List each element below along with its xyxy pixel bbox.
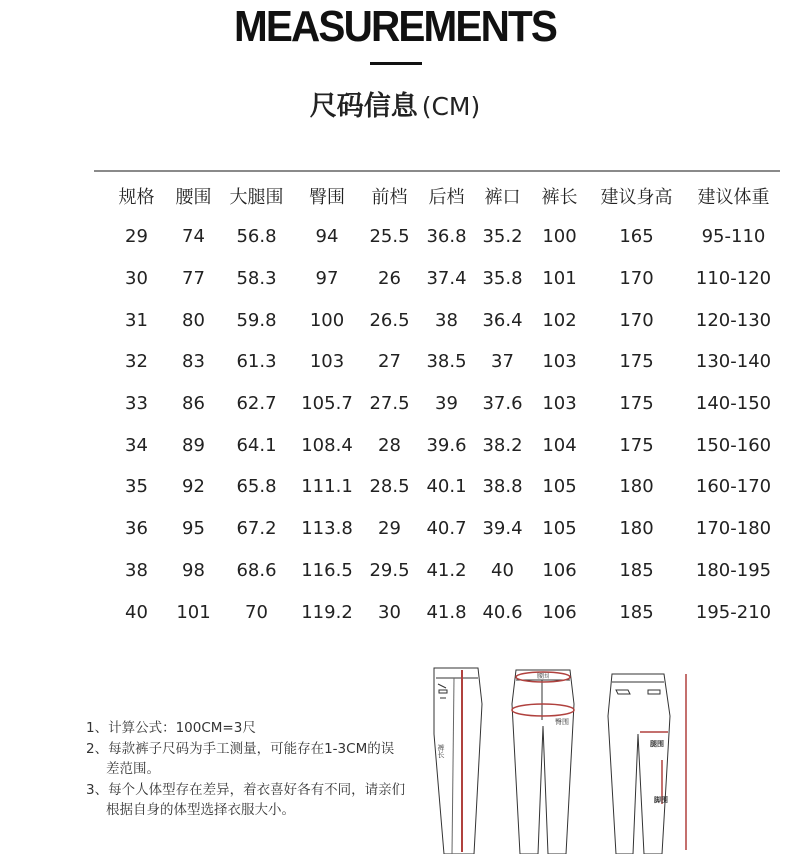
table-cell: 68.6 — [236, 559, 277, 581]
table-cell: 38.2 — [482, 434, 523, 456]
column-header: 后档 — [428, 187, 465, 208]
hem-label: 脚围 — [654, 796, 668, 804]
table-cell: 103 — [309, 351, 345, 373]
table-cell: 106 — [542, 601, 577, 623]
table-row — [105, 299, 782, 341]
thigh-label: 腿围 — [650, 740, 664, 748]
table-cell: 116.5 — [301, 559, 353, 581]
subtitle-text: 尺码信息 — [309, 91, 418, 122]
table-cell: 34 — [125, 434, 148, 456]
column-header: 前档 — [371, 187, 408, 208]
table-cell: 30 — [125, 268, 148, 290]
page-title: MEASUREMENTS — [233, 2, 557, 51]
table-cell: 56.8 — [236, 226, 277, 248]
table-cell: 29 — [125, 226, 148, 248]
hip-ellipse — [512, 704, 574, 716]
table-cell: 175 — [619, 393, 654, 415]
table-cell: 28 — [378, 434, 401, 456]
table-cell: 40.7 — [426, 518, 467, 540]
table-cell: 35.8 — [482, 268, 523, 290]
table-cell: 59.8 — [236, 309, 277, 331]
table-cell: 185 — [619, 601, 654, 623]
table-cell: 26 — [378, 268, 401, 290]
table-row — [105, 383, 782, 425]
table-cell: 28.5 — [369, 476, 410, 498]
pants-front-view — [512, 670, 574, 854]
table-cell: 35.2 — [482, 226, 523, 248]
table-header-row — [105, 176, 782, 216]
column-header: 建议体重 — [697, 187, 770, 208]
table-cell: 103 — [542, 393, 577, 415]
column-header: 大腿围 — [229, 187, 284, 208]
table-cell: 65.8 — [236, 476, 277, 498]
column-header: 臀围 — [309, 187, 345, 208]
table-top-rule — [94, 170, 780, 172]
table-cell: 111.1 — [301, 476, 353, 498]
hip-label: 臀围 — [555, 718, 569, 726]
table-cell: 41.8 — [426, 601, 467, 623]
table-cell: 175 — [619, 434, 654, 456]
table-cell: 37.4 — [426, 268, 467, 290]
table-cell: 36.8 — [426, 226, 467, 248]
table-cell: 25.5 — [369, 226, 410, 248]
table-cell: 37.6 — [482, 393, 523, 415]
table-cell: 180 — [619, 476, 654, 498]
table-cell: 38.8 — [482, 476, 523, 498]
column-header: 裤长 — [541, 187, 578, 208]
table-cell: 180 — [619, 518, 654, 540]
table-cell: 94 — [315, 226, 339, 248]
table-cell: 86 — [182, 393, 205, 415]
table-cell: 39.4 — [482, 518, 523, 540]
table-cell: 40 — [125, 601, 148, 623]
table-cell: 195-210 — [695, 601, 772, 623]
table-cell: 67.2 — [236, 518, 277, 540]
column-header: 裤口 — [484, 187, 521, 208]
table-cell: 39 — [435, 393, 458, 415]
table-row — [105, 591, 782, 633]
table-cell: 100 — [542, 226, 577, 248]
table-cell: 83 — [182, 351, 205, 373]
table-cell: 113.8 — [301, 518, 353, 540]
table-cell: 26.5 — [369, 309, 410, 331]
table-cell: 35 — [125, 476, 148, 498]
table-row — [105, 508, 782, 550]
table-cell: 104 — [542, 434, 577, 456]
table-cell: 170-180 — [695, 518, 772, 540]
table-cell: 108.4 — [301, 434, 353, 456]
table-row — [105, 550, 782, 592]
table-cell: 36.4 — [482, 309, 523, 331]
table-row — [105, 258, 782, 300]
table-cell: 40.6 — [482, 601, 523, 623]
table-cell: 101 — [176, 601, 211, 623]
table-cell: 165 — [619, 226, 654, 248]
table-cell: 77 — [182, 268, 205, 290]
table-cell: 95-110 — [701, 226, 766, 248]
table-cell: 29.5 — [369, 559, 410, 581]
table-cell: 105.7 — [301, 393, 353, 415]
table-cell: 27.5 — [369, 393, 410, 415]
table-cell: 38.5 — [426, 351, 467, 373]
table-cell: 33 — [125, 393, 148, 415]
table-cell: 29 — [378, 518, 401, 540]
table-cell: 98 — [182, 559, 205, 581]
table-cell: 105 — [542, 476, 577, 498]
table-cell: 106 — [542, 559, 577, 581]
table-cell: 31 — [125, 309, 148, 331]
table-cell: 103 — [542, 351, 577, 373]
size-table — [105, 176, 782, 633]
page-subtitle — [0, 84, 790, 123]
table-cell: 74 — [182, 226, 205, 248]
table-cell: 175 — [619, 351, 654, 373]
table-cell: 62.7 — [236, 393, 277, 415]
table-cell: 185 — [619, 559, 654, 581]
table-cell: 37 — [491, 351, 514, 373]
table-row — [105, 424, 782, 466]
table-cell: 105 — [542, 518, 577, 540]
table-body — [105, 216, 782, 633]
table-cell: 119.2 — [301, 601, 353, 623]
table-row — [105, 466, 782, 508]
table-cell: 97 — [315, 268, 339, 290]
table-cell: 70 — [245, 601, 268, 623]
table-cell: 180-195 — [695, 559, 772, 581]
table-cell: 120-130 — [695, 309, 772, 331]
table-cell: 38 — [435, 309, 458, 331]
length-label: 裤长 — [437, 744, 445, 758]
table-cell: 101 — [542, 268, 577, 290]
note-item: 3、每个人体型存在差异，着衣喜好各有不同，请亲们根据自身的体型选择衣服大小。 — [86, 781, 406, 818]
table-cell: 38 — [125, 559, 148, 581]
subtitle-unit: (CM) — [421, 92, 481, 121]
table-cell: 170 — [619, 268, 654, 290]
column-header: 规格 — [118, 187, 155, 208]
table-cell: 150-160 — [695, 434, 772, 456]
table-cell: 32 — [125, 351, 148, 373]
table-cell: 110-120 — [695, 268, 772, 290]
table-row — [105, 341, 782, 383]
pants-measurement-diagram — [424, 664, 704, 854]
table-cell: 160-170 — [695, 476, 772, 498]
table-cell: 92 — [182, 476, 205, 498]
column-header: 建议身高 — [600, 187, 673, 208]
size-notes — [86, 718, 406, 821]
note-item: 2、每款裤子尺码为手工测量，可能存在1-3CM的误差范围。 — [86, 740, 395, 777]
table-cell: 58.3 — [236, 268, 277, 290]
table-cell: 95 — [182, 518, 205, 540]
table-cell: 40 — [491, 559, 514, 581]
table-cell: 64.1 — [236, 434, 277, 456]
table-cell: 102 — [542, 309, 577, 331]
waist-label: 腰围 — [537, 673, 550, 680]
pants-back-view — [608, 674, 670, 854]
title-divider — [370, 62, 422, 65]
note-item: 1、计算公式：100CM=3尺 — [86, 720, 256, 736]
table-cell: 100 — [309, 309, 345, 331]
table-cell: 130-140 — [695, 351, 772, 373]
table-cell: 27 — [378, 351, 401, 373]
table-cell: 89 — [182, 434, 205, 456]
table-cell: 39.6 — [426, 434, 467, 456]
table-cell: 30 — [378, 601, 401, 623]
table-cell: 170 — [619, 309, 654, 331]
table-cell: 36 — [125, 518, 148, 540]
pants-side-view — [434, 668, 482, 854]
table-cell: 40.1 — [426, 476, 467, 498]
column-header: 腰围 — [175, 187, 212, 208]
table-cell: 61.3 — [236, 351, 277, 373]
table-row — [105, 216, 782, 258]
table-cell: 80 — [182, 309, 205, 331]
table-cell: 140-150 — [695, 393, 772, 415]
table-cell: 41.2 — [426, 559, 467, 581]
